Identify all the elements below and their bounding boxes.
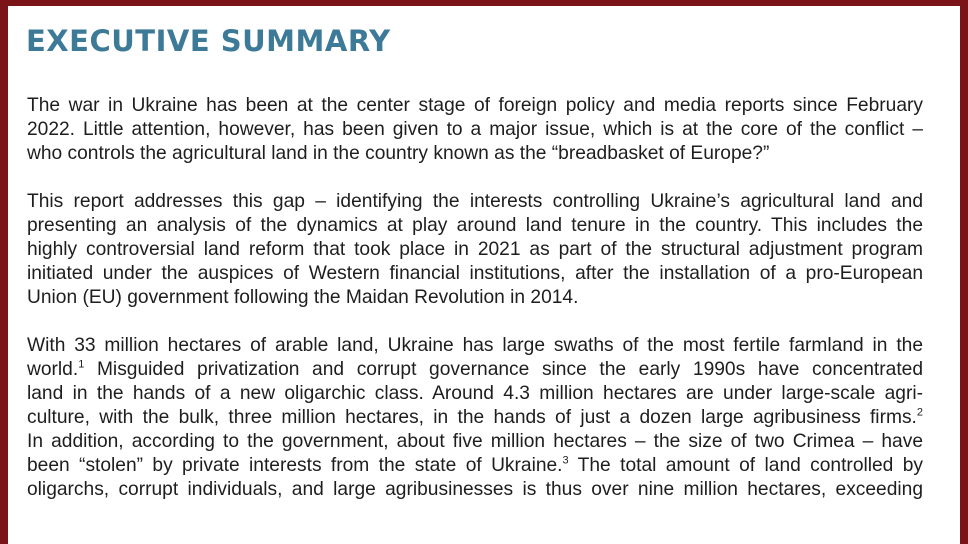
text-segment: culture, with the bulk, three million hectares, in the hands of just a dozen large agribusiness firms.	[27, 407, 917, 428]
text-line: land in the hands of a new oligarchic class. Around 4.3 million hectares are under large-scale agri-	[27, 383, 923, 404]
footnote-marker-2[interactable]: 2	[916, 406, 923, 419]
summary-body	[27, 94, 923, 526]
paragraph-3	[27, 334, 923, 502]
section-heading: EXECUTIVE SUMMARY	[26, 24, 391, 58]
footnote-marker-3[interactable]: 3	[562, 454, 569, 467]
text-segment: world.	[27, 359, 79, 380]
text-line	[27, 358, 923, 382]
text-line: This report addresses this gap – identifying the interests controlling Ukraine’s agricultural land and	[27, 191, 923, 212]
footnote-marker-1[interactable]: 1	[78, 358, 85, 371]
paragraph-2	[27, 190, 923, 310]
text-line: 2022. Little attention, however, has been given to a major issue, which is at the core of the conflict –	[27, 119, 923, 140]
text-line: highly controversial land reform that took place in 2021 as part of the structural adjustment program	[27, 239, 923, 260]
text-line: initiated under the auspices of Western financial institutions, after the installation of a pro-European	[27, 263, 923, 284]
paragraph-1	[27, 94, 923, 166]
text-line: who controls the agricultural land in the country known as the “breadbasket of Europe?”	[27, 143, 770, 164]
text-line: presenting an analysis of the dynamics at play around land tenure in the country. This includes the	[27, 215, 923, 236]
document-page	[8, 6, 960, 544]
text-line: The war in Ukraine has been at the center stage of foreign policy and media reports since February	[27, 95, 923, 116]
text-line: In addition, according to the government, about five million hectares – the size of two Crimea – have	[27, 431, 923, 452]
text-line: With 33 million hectares of arable land, Ukraine has large swaths of the most fertile farmland in the	[27, 335, 923, 356]
text-line	[27, 454, 923, 478]
text-line: Union (EU) government following the Maidan Revolution in 2014.	[27, 287, 579, 308]
text-segment: been “stolen” by private interests from the state of Ukraine.	[27, 455, 563, 476]
text-segment: Misguided privatization and corrupt governance since the early 1990s have concentrated	[84, 359, 923, 380]
text-line: oligarchs, corrupt individuals, and large agribusinesses is thus over nine million hectares, exceeding	[27, 479, 923, 500]
text-segment: The total amount of land controlled by	[568, 455, 923, 476]
text-line	[27, 406, 923, 430]
